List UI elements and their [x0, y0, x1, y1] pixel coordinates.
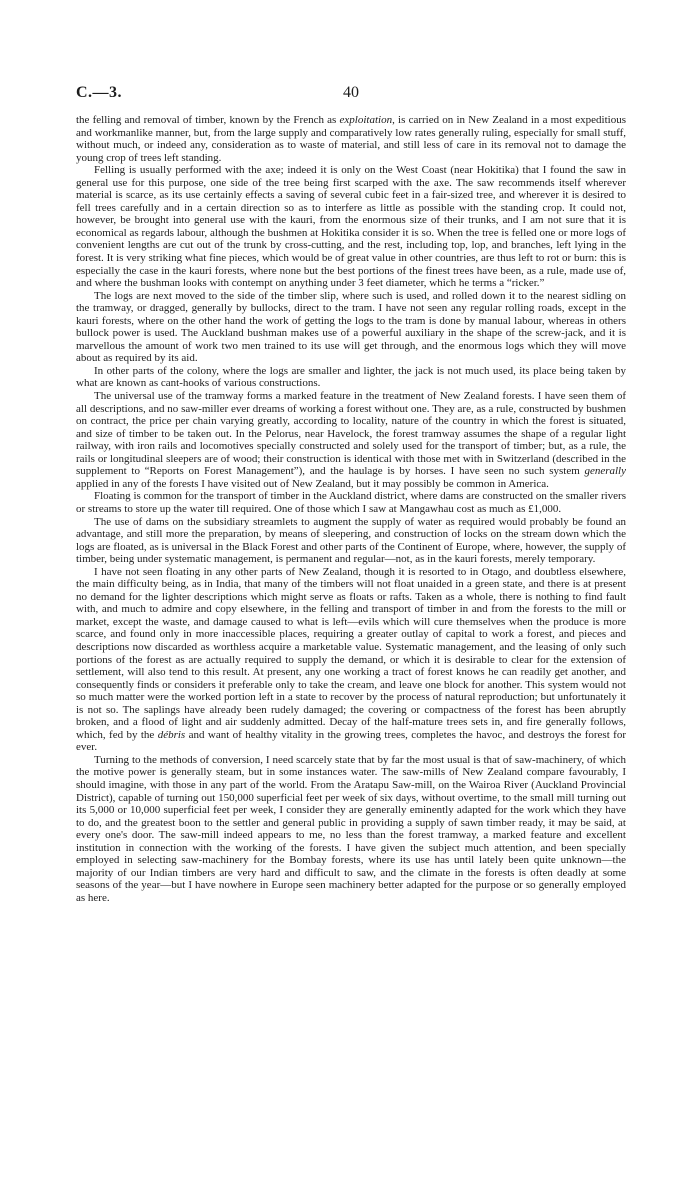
paragraph: Floating is common for the transport of timber in the Auckland district, where dams are constructed on the smaller rivers or streams to store up the water till required. One of those which I saw at Mangawhau cost as much as £1,000. — [76, 490, 626, 515]
paragraph: I have not seen floating in any other parts of New Zealand, though it is resorted to in Otago, and doubtless elsewhere, the main difficulty being, as in India, that many of the timbers will not float unaided in a green state, and there is at present no demand for the lighter descriptions which might serve as floats or rafts. Taken as a whole, there is nothing to find fault with, and much to admire and copy elsewhere, in the felling and transport of timber in and from the forests to the mill or market, except the waste, and damage caused to what is left—evils which will cure themselves when the produce is more scarce, and found only in more inaccessible places, requiring a greater outlay of capital to work a forest, and pieces and descriptions now discarded as worthless acquire a marketable value. Systematic management, and the leasing of only such portions of the forest as are actually required to supply the demand, or which it is desirable to clear for the extension of settlement, will also tend to this result. At present, any one working a tract of forest knows he can readily get another, and consequently finds or considers it preferable only to take the cream, and leave one block for another. This system would not so much matter were the worked portion left in a state to recover by the process of natural reproduction; but unfortunately it is not so. The saplings have already been rudely damaged; the covering or compactness of the forest has been abruptly broken, and a flood of light and air suddenly admitted. Decay of the half-mature trees sets in, and fire generally follows, which, fed by the débris and want of healthy vitality in the growing trees, completes the havoc, and destroys the forest for ever. — [76, 565, 626, 754]
paragraph: In other parts of the colony, where the logs are smaller and lighter, the jack is not much used, its place being taken by what are known as cant-hooks of various constructions. — [76, 364, 626, 390]
body-text — [76, 114, 626, 904]
document-page — [76, 84, 626, 904]
paragraph: The use of dams on the subsidiary streamlets to augment the supply of water as required would probably be found an advantage, and still more the preparation, by means of sleepering, and construction of locks on the stream down which the logs are floated, as is universal in the Black Forest and other parts of the Continent of Europe, where, however, the supply of timber, being under systematic management, is permanent and regular—not, as in the kauri forests, merely temporary. — [76, 515, 626, 566]
paragraph: The logs are next moved to the side of the timber slip, where such is used, and rolled down it to the nearest sidling on the tramway, or dragged, generally by bullocks, direct to the tram. I have not seen any regular rolling roads, except in the kauri forests, where on the other hand the work of getting the logs to the tram is done by manual labour, whereas in others bullock power is used. The Auckland bushman makes use of a powerful auxiliary in the shape of the screw-jack, and it is marvellous the amount of work two men trained to its use will get through, and the enormous logs which they will move about as required by its aid. — [76, 289, 626, 365]
paragraph: The universal use of the tramway forms a marked feature in the treatment of New Zealand forests. I have seen them of all descriptions, and no saw-miller ever dreams of working a forest without one. They are, as a rule, constructed by bushmen on contract, the price per chain varying greatly, according to locality, nature of the country in which the forest is situated, and size of timber to be taken out. In the Pelorus, near Havelock, the forest tramway assumes the shape of a regular light railway, with iron rails and locomotives specially constructed and solely used for the transport of timber; but, as a rule, the rails or longitudinal sleepers are of wood; their construction is identical with those met with in Switzerland (described in the supplement to “Reports on Forest Management”), and the haulage is by horses. I have seen no such system generally applied in any of the forests I have visited out of New Zealand, but it may possibly be common in America. — [76, 390, 626, 490]
page-header — [76, 84, 626, 106]
page-number: 40 — [343, 84, 359, 101]
document-reference: C.—3. — [76, 84, 123, 101]
paragraph: Felling is usually performed with the axe; indeed it is only on the West Coast (near Hokitika) that I found the saw in general use for this purpose, one side of the tree being first scarped with the axe. The saw recommends itself wherever material is scarce, as its use certainly effects a saving of several cubic feet in a fair-sized tree, and wherever it is desired to fell trees carefully and in a certain direction so as to interfere as little as possible with the standing crop. It could not, however, be brought into general use with the kauri, from the enormous size of their trunks, and I am not sure that it is economical as regards labour, although the bushmen at Hokitika consider it is so. When the tree is felled one or more logs of convenient lengths are cut out of the trunk by cross-cutting, and the rest, including top, lop, and branches, left lying in the forest. It is very striking what fine pieces, which would be of great value in other countries, are thus left to rot or burn: this is especially the case in the kauri forests, where none but the best portions of the finest trees have been, as a rule, made use of, and where the bushman looks with contempt on anything under 3 feet diameter, which he terms a “ricker.” — [76, 164, 626, 290]
paragraph: the felling and removal of timber, known by the French as exploitation, is carried on in New Zealand in a most expeditious and workmanlike manner, but, from the large supply and comparatively low rates generally ruling, especially for small stuff, without much, or indeed any, consideration as to waste of material, and still less of care in its removal not to damage the young crop of trees left standing. — [76, 114, 626, 164]
paragraph: Turning to the methods of conversion, I need scarcely state that by far the most usual is that of saw-machinery, of which the motive power is generally steam, but in some instances water. The saw-mills of New Zealand compare favourably, I should imagine, with those in any part of the world. From the Aratapu Saw-mill, on the Wairoa River (Auckland Provincial District), capable of turning out 150,000 superficial feet per week of six days, without overtime, to the small mill turning out its 5,000 or 10,000 superficial feet per week, I consider they are generally eminently adapted for the work which they have to do, and the greatest boon to the settler and general public in providing a supply of sawn timber ready, it may be said, at every one's door. The saw-mill indeed appears to me, no less than the forest tramway, a marked feature and excellent institution in connection with the working of the forests. I have given the subject much attention, and been specially employed in selecting saw-machinery for the Bombay forests, where its use has until lately been quite unknown—the majority of our Indian timbers are very hard and difficult to saw, and the climate in the forests is often deadly at some seasons of the year—but I have nowhere in Europe seen machinery better adapted for the purpose or so generally employed as here. — [76, 753, 626, 904]
